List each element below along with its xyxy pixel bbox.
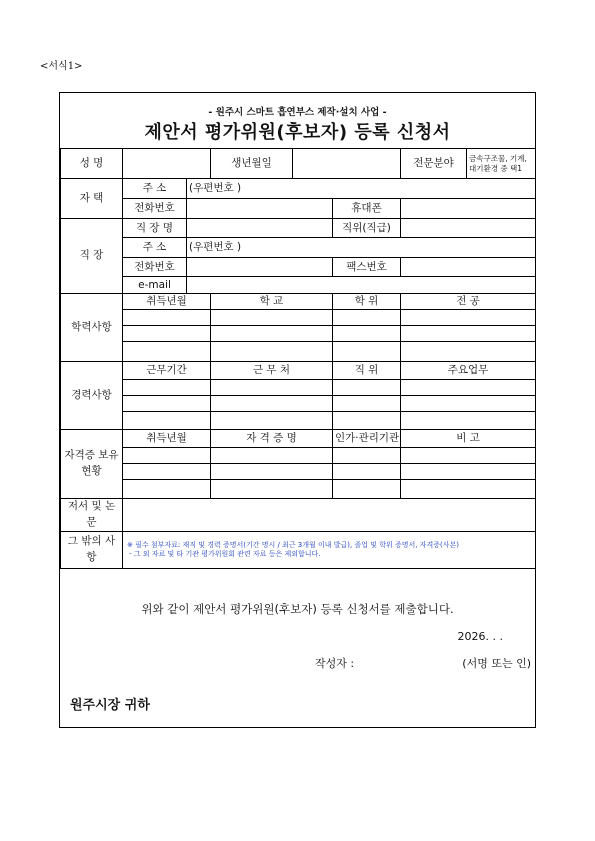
position-label: 직위(직급) [333, 219, 401, 238]
table-row [61, 412, 536, 430]
specialty-options[interactable]: 금속구조물, 기계, 대기환경 중 택1 [467, 149, 536, 179]
work-address-label: 주 소 [123, 238, 187, 258]
publications-row [61, 499, 536, 532]
license-header-name: 자 격 증 명 [211, 430, 333, 448]
work-phone-label: 전화번호 [123, 258, 187, 277]
addressee: 원주시장 귀하 [70, 698, 150, 713]
email-row [61, 277, 536, 294]
application-table [60, 148, 536, 569]
fax-label: 팩스번호 [333, 258, 401, 277]
table-row [61, 380, 536, 396]
publications-label: 저서 및 논문 [61, 499, 123, 532]
birthdate-label: 생년월일 [211, 149, 293, 179]
table-row [61, 310, 536, 326]
education-section-label: 학력사항 [61, 294, 123, 362]
form-number-label: <서식1> [40, 61, 83, 72]
declaration-text: 위와 같이 제안서 평가위원(후보자) 등록 신청서를 제출합니다. [141, 602, 454, 616]
license-header-authority: 인가·관리기관 [333, 430, 401, 448]
home-section-label: 자 택 [61, 179, 123, 219]
career-header-duties: 주요업무 [401, 362, 536, 380]
table-row [61, 464, 536, 480]
writer-label: 작성자 : [315, 657, 355, 670]
work-postal-field[interactable]: (우편번호 ) [187, 238, 536, 258]
education-header-row [61, 294, 536, 310]
home-phone-input-cell[interactable] [187, 199, 333, 219]
education-header-degree: 학 위 [333, 294, 401, 310]
home-address-row [61, 179, 536, 199]
form-header [60, 93, 535, 148]
workplace-input-cell[interactable] [187, 219, 333, 238]
license-section-label: 자격증 보유현황 [61, 430, 123, 499]
mobile-input-cell[interactable] [401, 199, 536, 219]
name-label: 성 명 [61, 149, 123, 179]
work-phone-row [61, 258, 536, 277]
email-input-cell[interactable] [187, 277, 536, 294]
license-header-date: 취득년월 [123, 430, 211, 448]
career-header-row [61, 362, 536, 380]
publications-input-cell[interactable] [123, 499, 536, 532]
position-input-cell[interactable] [401, 219, 536, 238]
specialty-label: 전문분야 [401, 149, 467, 179]
career-section-label: 경력사항 [61, 362, 123, 430]
project-subtitle: - 원주시 스마트 흡연부스 제작·설치 사업 - [208, 107, 387, 118]
other-label: 그 밖의 사항 [61, 531, 123, 568]
excluded-attachments-text: - 그 외 자료 및 타 기관 평가위원회 관련 자료 등은 제외합니다. [129, 549, 321, 558]
name-input-cell[interactable] [123, 149, 211, 179]
work-section-label: 직 장 [61, 219, 123, 294]
home-phone-label: 전화번호 [123, 199, 187, 219]
name-row [61, 149, 536, 179]
attachments-note [123, 531, 536, 568]
education-header-school: 학 교 [211, 294, 333, 310]
form-title: 제안서 평가위원(후보자) 등록 신청서 [144, 122, 451, 143]
application-form [59, 92, 536, 728]
signature-field[interactable]: (서명 또는 인) [462, 657, 531, 670]
date-field[interactable]: 2026. . . [457, 630, 503, 643]
email-label: e-mail [123, 277, 187, 294]
license-header-row [61, 430, 536, 448]
table-row [61, 396, 536, 412]
career-header-period: 근무기간 [123, 362, 211, 380]
table-row [61, 480, 536, 499]
required-attachments-text: ※ 필수 첨부자료: 재직 및 경력 증명서(기간 명시 / 최근 3개월 이내 발급), 졸업 및 학위 증명서, 자격증(사본) [127, 540, 459, 549]
work-address-row [61, 238, 536, 258]
table-row [61, 342, 536, 362]
table-row [61, 326, 536, 342]
work-phone-input-cell[interactable] [187, 258, 333, 277]
career-header-workplace: 근 무 처 [211, 362, 333, 380]
fax-input-cell[interactable] [401, 258, 536, 277]
workplace-label: 직 장 명 [123, 219, 187, 238]
education-header-major: 전 공 [401, 294, 536, 310]
birthdate-input-cell[interactable] [293, 149, 401, 179]
home-address-label: 주 소 [123, 179, 187, 199]
license-header-remarks: 비 고 [401, 430, 536, 448]
home-phone-row [61, 199, 536, 219]
mobile-label: 휴대폰 [333, 199, 401, 219]
table-row [61, 448, 536, 464]
home-postal-field[interactable]: (우편번호 ) [187, 179, 536, 199]
workplace-row [61, 219, 536, 238]
education-header-date: 취득년월 [123, 294, 211, 310]
other-row [61, 531, 536, 568]
career-header-position: 직 위 [333, 362, 401, 380]
